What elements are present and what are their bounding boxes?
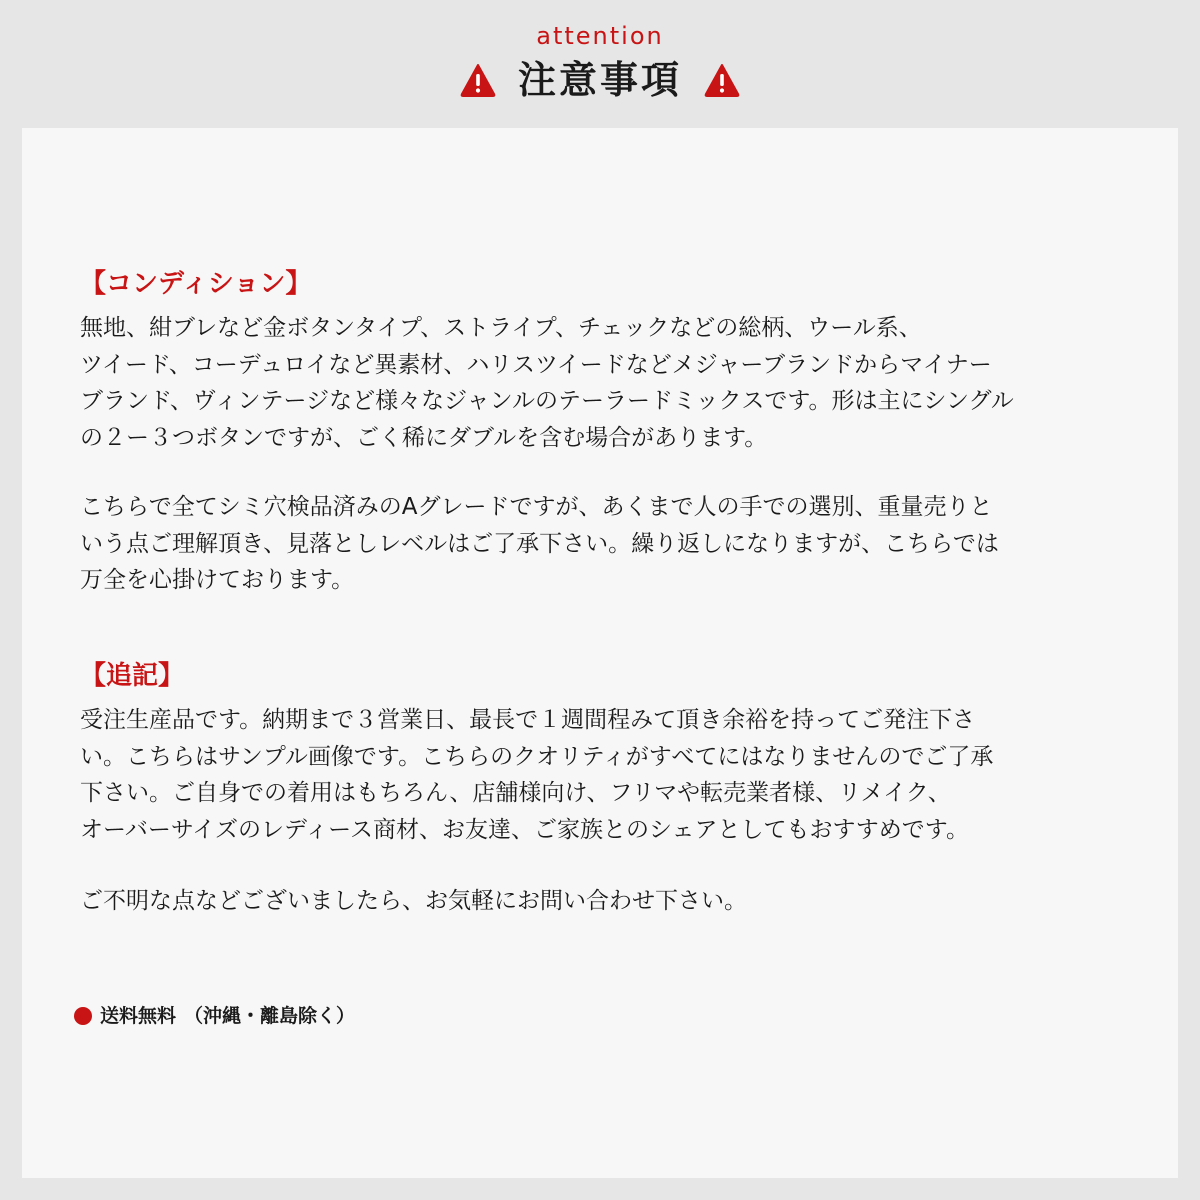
addendum-paragraph-2 bbox=[80, 883, 1130, 920]
addendum-paragraph-1 bbox=[80, 702, 1130, 848]
addendum-heading: 【追記】 bbox=[80, 661, 185, 691]
text-line: い。こちらはサンプル画像です。こちらのクオリティがすべてにはなりませんのでご了承 bbox=[80, 743, 994, 770]
text-line: ブランド、ヴィンテージなど様々なジャンルのテーラードミックスです。形は主にシングル bbox=[80, 388, 1014, 414]
text-line: ご不明な点などございましたら、お気軽にお問い合わせ下さい。 bbox=[80, 888, 747, 914]
text-line: こちらで全てシミ穴検品済みのAグレードですが、あくまで人の手での選別、重量売りと bbox=[80, 494, 993, 520]
condition-paragraph-2 bbox=[80, 489, 1130, 599]
text-line: の２ー３つボタンですが、ごく稀にダブルを含む場合があります。 bbox=[80, 424, 768, 451]
text-line: 受注生産品です。納期まで３営業日、最長で１週間程みて頂き余裕を持ってご発注下さ bbox=[80, 707, 976, 733]
shipping-label: 送料無料 bbox=[100, 1005, 177, 1027]
text-line: 無地、紺ブレなど金ボタンタイプ、ストライプ、チェックなどの総柄、ウール系、 bbox=[80, 315, 922, 341]
condition-heading: 【コンディション】 bbox=[80, 269, 312, 299]
header-subtitle: attention bbox=[536, 22, 664, 50]
text-line: オーバーサイズのレディース商材、お友達、ご家族とのシェアとしてもおすすめです。 bbox=[80, 816, 969, 843]
condition-paragraph-1 bbox=[80, 310, 1130, 456]
page-title: 注意事項 bbox=[517, 58, 682, 102]
warning-triangle-icon bbox=[704, 63, 740, 97]
text-line: いう点ご理解頂き、見落としレベルはご了承下さい。繰り返しになりますが、こちらでは bbox=[80, 530, 999, 557]
content-panel bbox=[22, 128, 1178, 1178]
warning-triangle-icon bbox=[460, 63, 496, 97]
header bbox=[0, 0, 1200, 128]
shipping-exclusion: （沖縄・離島除く） bbox=[184, 1005, 356, 1027]
shipping-note bbox=[74, 1002, 355, 1030]
text-line: ツイード、コーデュロイなど異素材、ハリスツイードなどメジャーブランドからマイナー bbox=[80, 351, 992, 378]
text-line: 下さい。ご自身での着用はもちろん、店舗様向け、フリマや転売業者様、リメイク、 bbox=[80, 780, 951, 806]
title-row bbox=[0, 56, 1200, 104]
text-line: 万全を心掛けております。 bbox=[80, 567, 355, 593]
red-dot-icon bbox=[74, 1007, 92, 1025]
